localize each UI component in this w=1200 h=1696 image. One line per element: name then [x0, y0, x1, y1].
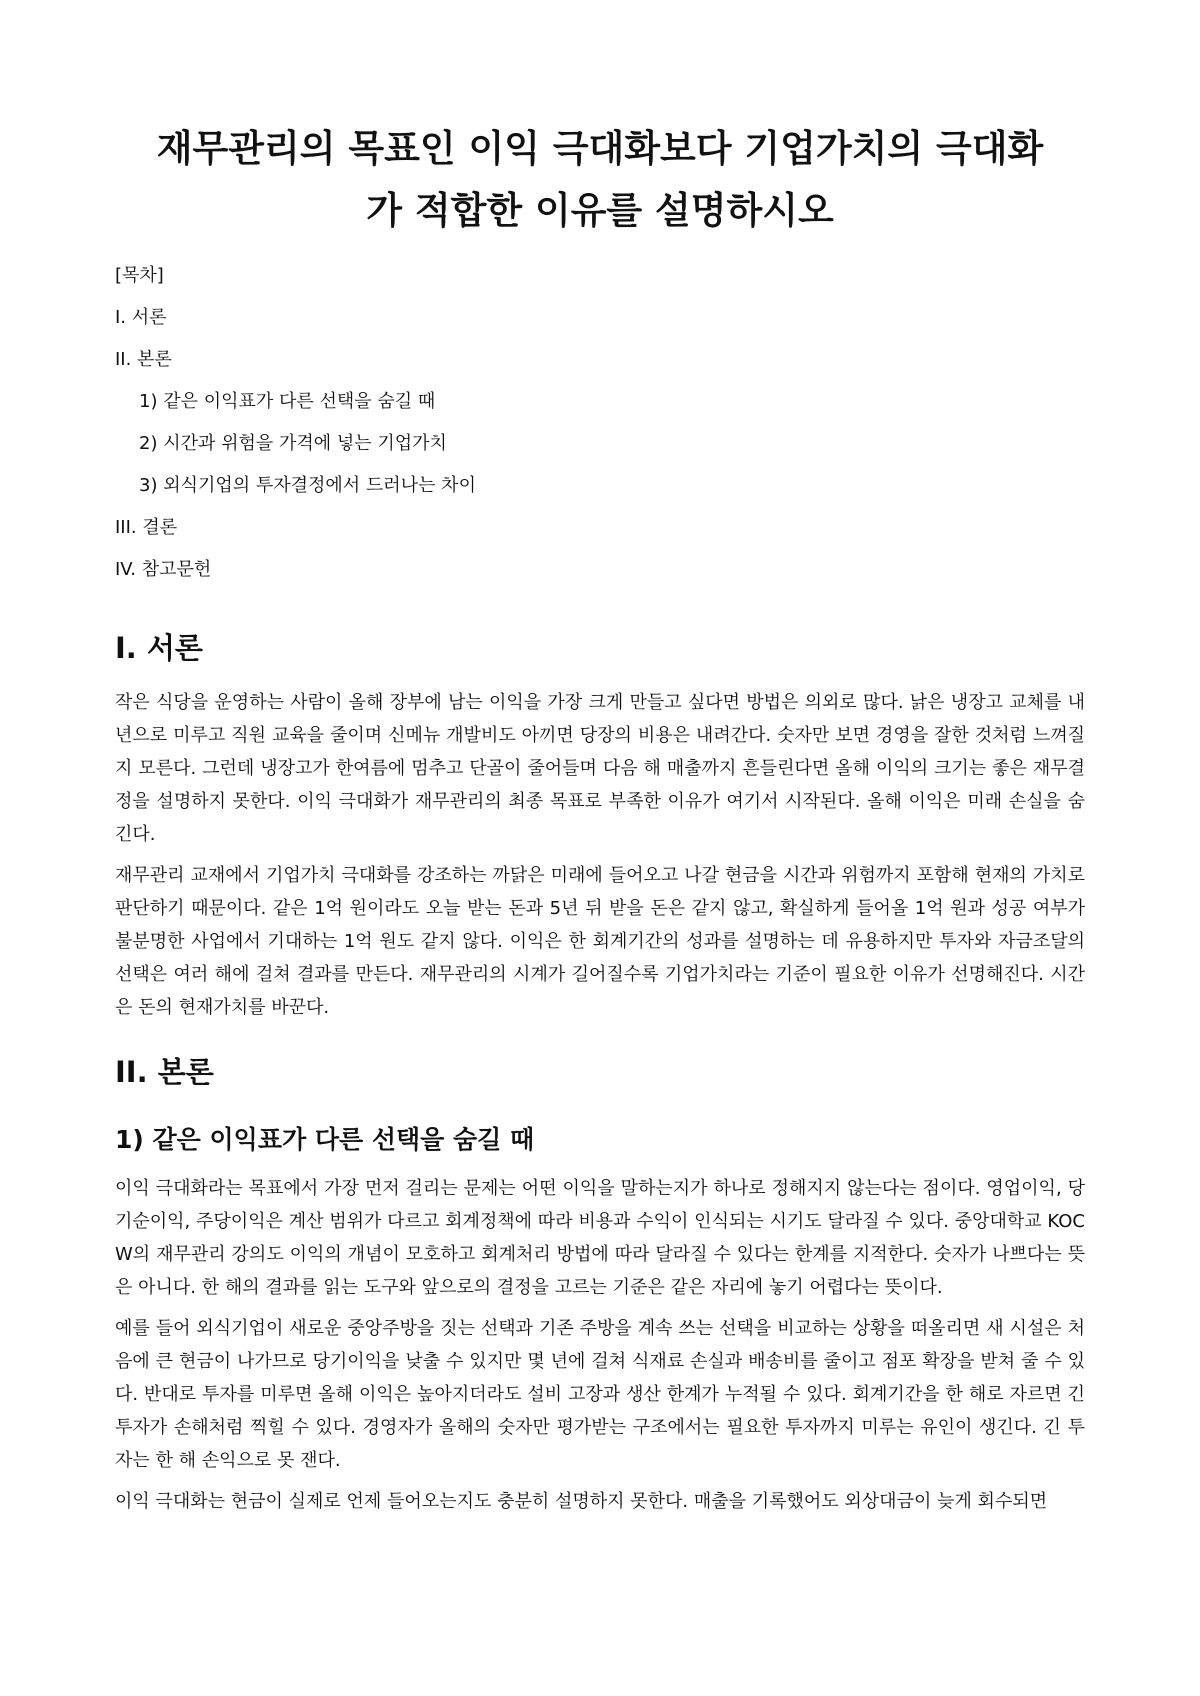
paragraph: 작은 식당을 운영하는 사람이 올해 장부에 남는 이익을 가장 크게 만들고 싶다면 방법은 의외로 많다. 낡은 냉장고 교체를 내년으로 미루고 직원 교육을 줄이며 신메뉴 개발비도 아끼면 당장의 비용은 내려간다. 숫자만 보면 경영을 잘한 것처럼 느껴질지 모른다. 그런데 냉장고가 한여름에 멈추고 단골이 줄어들며 다음 해 매출까지 흔들린다면 올해 이익의 크기는 좋은 재무결정을 설명하지 못한다. 이익 극대화가 재무관리의 최종 목표로 부족한 이유가 여기서 시작된다. 올해 이익은 미래 손실을 숨긴다. — [115, 692, 1085, 845]
toc-item: 3) 외식기업의 투자결정에서 드러나는 차이 — [139, 475, 476, 496]
toc-item: III. 결론 — [115, 517, 178, 538]
toc-item: II. 본론 — [115, 349, 172, 370]
paragraph: 예를 들어 외식기업이 새로운 중앙주방을 짓는 선택과 기존 주방을 계속 쓰는 선택을 비교하는 상황을 떠올리면 새 시설은 처음에 큰 현금이 나가므로 당기이익을 낮출 수 있지만 몇 년에 걸쳐 식재료 손실과 배송비를 줄이고 점포 확장을 받쳐 줄 수 있다. 반대로 투자를 미루면 올해 이익은 높아지더라도 설비 고장과 생산 한계가 누적될 수 있다. 회계기간을 한 해로 자르면 긴 투자가 손해처럼 찍힐 수 있다. 경영자가 올해의 숫자만 평가받는 구조에서는 필요한 투자까지 미루는 유인이 생긴다. 긴 투자는 한 해 손익으로 못 잰다. — [115, 1318, 1085, 1471]
paragraph: 재무관리 교재에서 기업가치 극대화를 강조하는 까닭은 미래에 들어오고 나갈 현금을 시간과 위험까지 포함해 현재의 가치로 판단하기 때문이다. 같은 1억 원이라도 오늘 받는 돈과 5년 뒤 받을 돈은 같지 않고, 확실하게 들어올 1억 원과 성공 여부가 불분명한 사업에서 기대하는 1억 원도 같지 않다. 이익은 한 회계기간의 성과를 설명하는 데 유용하지만 투자와 자금조달의 선택은 여러 해에 걸쳐 결과를 만든다. 재무관리의 시계가 길어질수록 기업가치라는 기준이 필요한 이유가 선명해진다. 시간은 돈의 현재가치를 바꾼다. — [115, 865, 1085, 1018]
table-of-contents — [115, 264, 1085, 600]
toc-label: [목차] — [115, 265, 164, 286]
toc-item: 1) 같은 이익표가 다른 선택을 숨길 때 — [139, 391, 436, 412]
toc-item: IV. 참고문헌 — [115, 559, 212, 580]
toc-item: 2) 시간과 위험을 가격에 넣는 기업가치 — [139, 433, 447, 454]
document-title: 재무관리의 목표인 이익 극대화보다 기업가치의 극대화가 적합한 이유를 설명하시오 — [156, 127, 1044, 232]
paragraph: 이익 극대화라는 목표에서 가장 먼저 걸리는 문제는 어떤 이익을 말하는지가 하나로 정해지지 않는다는 점이다. 영업이익, 당기순이익, 주당이익은 계산 범위가 다르고 회계정책에 따라 비용과 수익이 인식되는 시기도 달라질 수 있다. 중앙대학교 KOCW의 재무관리 강의도 이익의 개념이 모호하고 회계처리 방법에 따라 달라질 수 있다는 한계를 지적한다. 숫자가 나쁘다는 뜻은 아니다. 한 해의 결과를 읽는 도구와 앞으로의 결정을 고르는 기준은 같은 자리에 놓기 어렵다는 뜻이다. — [115, 1178, 1085, 1298]
section-heading-intro: I. 서론 — [115, 631, 203, 665]
toc-item: I. 서론 — [115, 307, 167, 328]
subsection-heading: 1) 같은 이익표가 다른 선택을 숨길 때 — [115, 1125, 535, 1154]
section-heading-body: II. 본론 — [115, 1055, 214, 1089]
paragraph: 이익 극대화는 현금이 실제로 언제 들어오는지도 충분히 설명하지 못한다. 매출을 기록했어도 외상대금이 늦게 회수되면 — [115, 1491, 1048, 1512]
